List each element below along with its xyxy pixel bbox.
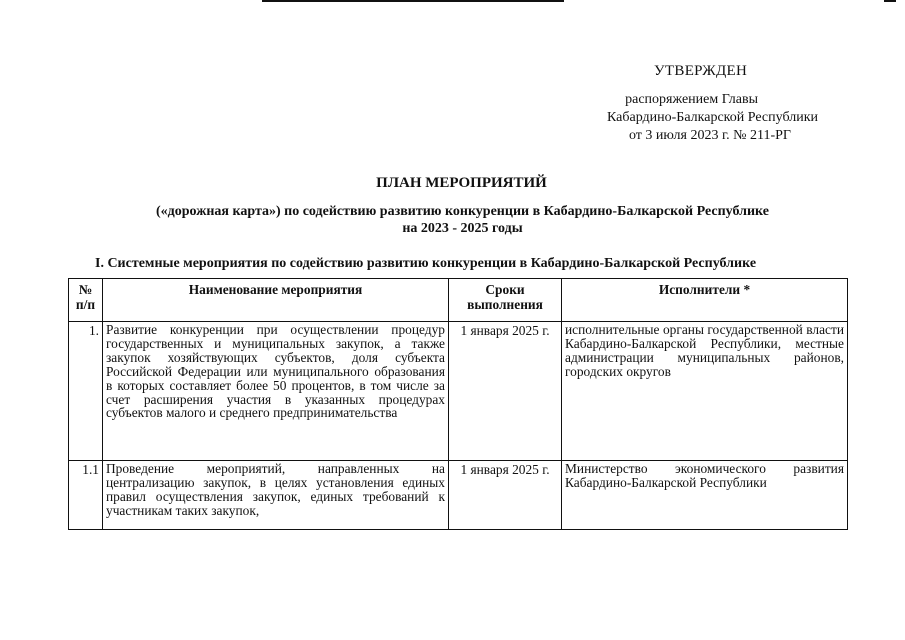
- document-title: ПЛАН МЕРОПРИЯТИЙ: [376, 175, 547, 191]
- approval-line-2: Кабардино-Балкарской Республики: [607, 110, 818, 125]
- row-num: 1.: [69, 322, 103, 461]
- row-name: Развитие конкуренции при осуществлении процедур государственных и муниципальных закупок, а также закупок хозяйствующих субъектов, доля субъекта Российской Федерации или муниципального образования в которых составляет более 50 процентов, в том числе за счет расширения участия в указанных процедурах субъектов малого и среднего предпринимательства: [103, 322, 449, 461]
- row-exec: исполнительные органы государственной власти Кабардино-Балкарской Республики, местные администрации муниципальных районов, городских округов: [562, 322, 848, 461]
- subtitle-line-1: («дорожная карта») по содействию развитию конкуренции в Кабардино-Балкарской Республике: [156, 204, 769, 219]
- subtitle-line-2: на 2023 - 2025 годы: [402, 221, 523, 236]
- header-term: Сроки выполнения: [449, 279, 562, 322]
- approval-line-1: распоряжением Главы: [625, 92, 758, 107]
- row-exec: Министерство экономического развития Кабардино-Балкарской Республики: [562, 461, 848, 530]
- approval-heading: УТВЕРЖДЕН: [654, 63, 748, 79]
- header-name: Наименование мероприятия: [103, 279, 449, 322]
- approval-line-3: от 3 июля 2023 г. № 211-РГ: [628, 128, 791, 143]
- section-title: I. Системные мероприятия по содействию развитию конкуренции в Кабардино-Балкарской Республике: [95, 256, 757, 271]
- corner-mark: [884, 0, 896, 2]
- row-term: 1 января 2025 г.: [449, 322, 562, 461]
- row-num: 1.1: [69, 461, 103, 530]
- table-row: [69, 461, 848, 530]
- document-subtitle: [0, 203, 905, 237]
- header-num: № п/п: [69, 279, 103, 322]
- row-name: Проведение мероприятий, направленных на централизацию закупок, в целях установления единых правил осуществления закупок, единых требований к участникам таких закупок,: [103, 461, 449, 530]
- table-header-row: [69, 279, 848, 322]
- table-row: [69, 322, 848, 461]
- top-rule: [262, 0, 564, 2]
- header-exec: Исполнители *: [562, 279, 848, 322]
- row-term: 1 января 2025 г.: [449, 461, 562, 530]
- plan-table: [68, 278, 848, 530]
